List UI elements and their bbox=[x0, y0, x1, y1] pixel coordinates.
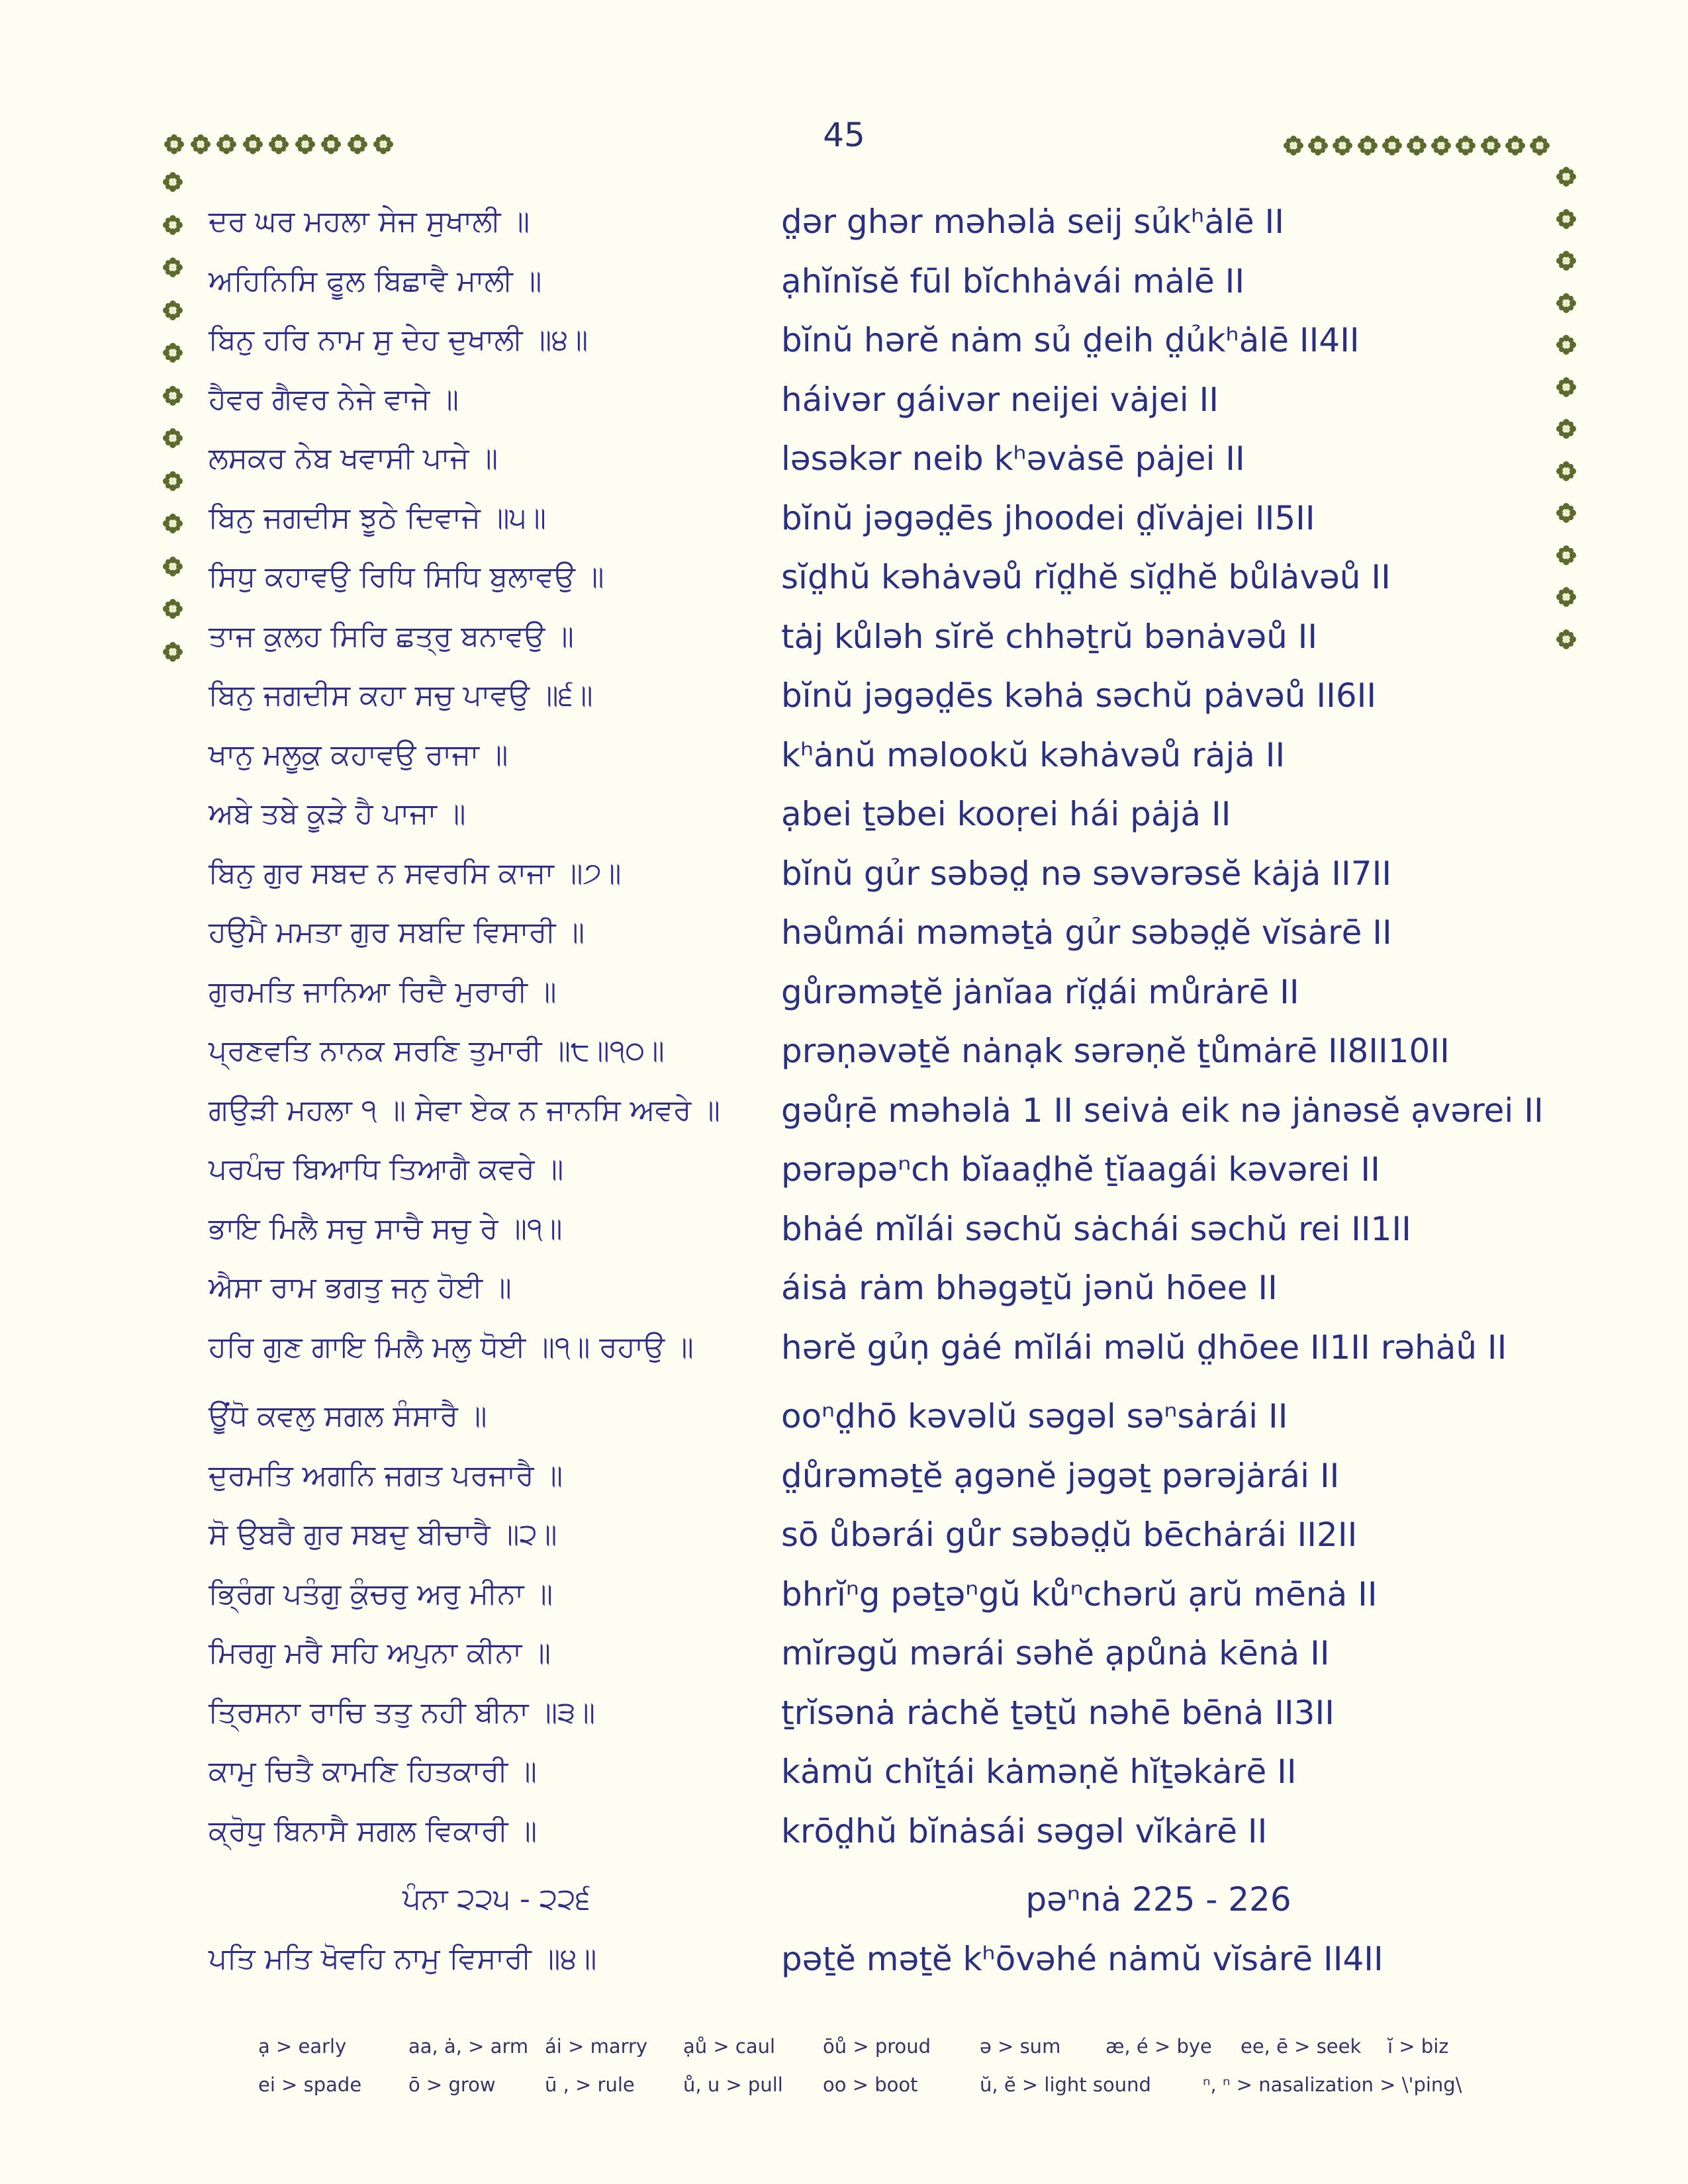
flower-ornament-icon bbox=[189, 133, 212, 156]
verse-gurmukhi: ਸੋ ਉਬਰੈ ਗੁਰ ਸਬਦੁ ਬੀਚਾਰੈ ॥੨॥ bbox=[209, 1518, 557, 1551]
verse-translit: tȧj kůləh sĭrĕ chhəṯrŭ bənȧvəů II bbox=[781, 617, 1318, 656]
verse-translit: sō ůbərái gůr səbəd̤ŭ bēchȧrái II2II bbox=[781, 1516, 1358, 1554]
verse-row bbox=[0, 1258, 1688, 1318]
verse-row bbox=[0, 1565, 1688, 1624]
verse-row bbox=[0, 1801, 1688, 1861]
verse-translit: bhȧé mĭlái səchŭ sȧchái səchŭ rei II1II bbox=[781, 1209, 1411, 1248]
legend-item: ei > spade bbox=[258, 2073, 362, 2096]
verse-translit: bhrĭⁿg pəṯəⁿgŭ kůⁿchərŭ ạrŭ mēnȧ II bbox=[781, 1574, 1378, 1614]
verse-translit: prəṇəvəṯĕ nȧnạk sərəṇĕ ṯůmȧrē II8II10II bbox=[781, 1032, 1450, 1070]
flower-ornament-icon bbox=[1430, 134, 1452, 157]
verse-gurmukhi: ਹਰਿ ਗੁਣ ਗਾਇ ਮਿਲੈ ਮਲੁ ਧੋਈ ॥੧॥ ਰਹਾਉ ॥ bbox=[209, 1330, 694, 1364]
verse-translit: ṯrĭsənȧ rȧchĕ ṯəṯŭ nəhē bēnȧ II3II bbox=[781, 1693, 1335, 1732]
verse-row bbox=[0, 310, 1688, 370]
verse-translit: ạbei ṯəbei kooṛei hái pȧjȧ II bbox=[781, 795, 1231, 833]
verse-translit: həůmái məməṯȧ gủr səbəd̤ĕ vĭsȧrē II bbox=[781, 913, 1392, 952]
page-reference bbox=[0, 1870, 1688, 1929]
verse-row bbox=[0, 1505, 1688, 1565]
flower-ornament-icon bbox=[1307, 134, 1329, 157]
flower-ornament-icon bbox=[1331, 134, 1354, 157]
verse-row bbox=[0, 1081, 1688, 1140]
verse-translit: bĭnŭ hərĕ nȧm sủ d̤eih d̤ủkʰȧlē II4II bbox=[781, 321, 1360, 359]
flower-ornament-icon bbox=[1356, 134, 1379, 157]
verse-gurmukhi: ਹੈਵਰ ਗੈਵਰ ਨੇਜੇ ਵਾਜੇ ॥ bbox=[209, 382, 459, 416]
verse-gurmukhi: ਪ੍ਰਣਵਤਿ ਨਾਨਕ ਸਰਣਿ ਤੁਮਾਰੀ ॥੮॥੧੦॥ bbox=[209, 1034, 665, 1068]
flower-ornament-icon bbox=[1282, 134, 1305, 157]
flower-ornament-icon bbox=[215, 133, 238, 156]
flower-ornament-icon bbox=[1479, 134, 1502, 157]
verse-gurmukhi: ਸਿਧੁ ਕਹਾਵਉ ਰਿਧਿ ਸਿਧਿ ਬੁਲਾਵਉ ॥ bbox=[209, 560, 604, 594]
verse-translit: ooⁿd̤hō kəvəlŭ səgəl səⁿsȧrái II bbox=[781, 1397, 1288, 1435]
page-reference-gurmukhi: ਪੰਨਾ ੨੨੫ - ੨੨੬ bbox=[402, 1882, 591, 1916]
verse-row bbox=[0, 1199, 1688, 1259]
flower-ornament-icon bbox=[267, 133, 290, 156]
verse-gurmukhi: ਗੁਰਮਤਿ ਜਾਨਿਆ ਰਿਦੈ ਮੁਰਾਰੀ ॥ bbox=[209, 974, 557, 1009]
page-reference-translit: pəⁿnȧ 225 - 226 bbox=[1025, 1880, 1291, 1919]
flower-ornament-icon bbox=[1555, 165, 1577, 188]
flower-ornament-icon bbox=[294, 133, 316, 156]
verse-translit: d̤ər ghər məhəlȧ seij sủkʰȧlē II bbox=[781, 203, 1285, 241]
verse-gurmukhi: ਪਤਿ ਮਤਿ ਖੋਵਹਿ ਨਾਮੁ ਵਿਸਾਰੀ ॥੪॥ bbox=[209, 1942, 597, 1976]
flower-ornament-icon bbox=[162, 171, 184, 193]
verse-gurmukhi: ਅਬੇ ਤਬੇ ਕੂੜੇ ਹੈ ਪਾਜਾ ॥ bbox=[209, 797, 466, 831]
verse-translit: áisȧ rȧm bhəgəṯŭ jənŭ hōee II bbox=[781, 1269, 1278, 1307]
verse-gurmukhi: ਲਸਕਰ ਨੇਬ ਖਵਾਸੀ ਪਾਜੇ ॥ bbox=[209, 441, 498, 475]
legend-item: ə > sum bbox=[980, 2035, 1061, 2058]
verse-row bbox=[0, 962, 1688, 1022]
flower-ornament-icon bbox=[1405, 134, 1428, 157]
verse-gurmukhi: ਖਾਨੁ ਮਲੂਕੁ ਕਹਾਵਉ ਰਾਜਾ ॥ bbox=[209, 737, 508, 772]
verse-gurmukhi: ਪਰਪੰਚ ਬਿਆਧਿ ਤਿਆਗੈ ਕਵਰੇ ॥ bbox=[209, 1152, 564, 1186]
verse-row bbox=[0, 903, 1688, 962]
legend-item: ái > marry bbox=[545, 2035, 648, 2058]
verse-row bbox=[0, 251, 1688, 311]
verse-gurmukhi: ਊਂਧੋ ਕਵਲੁ ਸਗਲ ਸੰਸਾਰੈ ॥ bbox=[209, 1399, 487, 1433]
flower-ornament-icon bbox=[1528, 134, 1551, 157]
verse-row bbox=[0, 1623, 1688, 1683]
verse-row bbox=[0, 192, 1688, 251]
verse-gurmukhi: ਕਾਮੁ ਚਿਤੈ ਕਾਮਣਿ ਹਿਤਕਾਰੀ ॥ bbox=[209, 1754, 537, 1788]
verse-gurmukhi: ਦਰ ਘਰ ਮਹਲਾ ਸੇਜ ਸੁਖਾਲੀ ॥ bbox=[209, 205, 530, 238]
verse-row bbox=[0, 1683, 1688, 1743]
legend-item: ōů > proud bbox=[823, 2035, 931, 2058]
verse-gurmukhi: ਬਿਨੁ ਜਗਦੀਸ ਕਹਾ ਸਚੁ ਪਾਵਉ ॥੬॥ bbox=[209, 678, 593, 712]
verse-gurmukhi: ਬਿਨੁ ਗੁਰ ਸਬਦ ਨ ਸਵਰਸਿ ਕਾਜਾ ॥੭॥ bbox=[209, 856, 622, 890]
verse-translit: pərəpəⁿch bĭaad̤hĕ ṯĭaagái kəvərei II bbox=[781, 1150, 1380, 1189]
verse-gurmukhi: ਤਾਜ ਕੁਲਹ ਸਿਰਿ ਛਤ੍ਰੁ ਬਨਾਵਉ ॥ bbox=[209, 619, 574, 653]
verse-translit: ạhĭnĭsĕ fūl bĭchhȧvái mȧlē II bbox=[781, 261, 1245, 300]
legend-item: ō > grow bbox=[408, 2073, 496, 2096]
verse-translit: bĭnŭ jəgəd̤ēs kəhȧ səchŭ pȧvəů II6II bbox=[781, 676, 1377, 715]
verse-translit: gůrəməṯĕ jȧnĭaa rĭd̤ái můrȧrē II bbox=[781, 972, 1299, 1011]
verse-gurmukhi: ਭ੍ਰਿੰਗ ਪਤੰਗੁ ਕੁੰਚਰੁ ਅਰੁ ਮੀਨਾ ॥ bbox=[209, 1576, 553, 1611]
verse-row bbox=[0, 488, 1688, 548]
verse-translit: hərĕ gủṇ gȧé mĭlái məlŭ d̤hōee II1II rəhȧů II bbox=[781, 1328, 1507, 1367]
verse-translit: bĭnŭ jəgəd̤ēs jhoodei d̤ĭvȧjei II5II bbox=[781, 498, 1315, 537]
verse-gurmukhi: ਬਿਨੁ ਜਗਦੀਸ ਝੂਠੇ ਦਿਵਾਜੇ ॥੫॥ bbox=[209, 500, 547, 535]
verse-row bbox=[0, 844, 1688, 903]
verse-row bbox=[0, 1387, 1688, 1446]
verse-translit: gəůṛē məhəlȧ 1 II seivȧ eik nə jȧnəsĕ ạvərei II bbox=[781, 1091, 1544, 1130]
legend-item: aa, ȧ, > arm bbox=[408, 2035, 529, 2058]
verse-row bbox=[0, 1929, 1688, 1989]
verse-row bbox=[0, 1742, 1688, 1801]
verse-row bbox=[0, 429, 1688, 488]
verse-row bbox=[0, 666, 1688, 725]
flower-ornament-icon bbox=[1381, 134, 1403, 157]
verse-row bbox=[0, 1318, 1688, 1377]
flower-ornament-icon bbox=[320, 133, 342, 156]
verse-gurmukhi: ਬਿਨੁ ਹਰਿ ਨਾਮ ਸੁ ਦੇਹ ਦੁਖਾਲੀ ॥੪॥ bbox=[209, 323, 588, 357]
verse-translit: háivər gáivər neijei vȧjei II bbox=[781, 380, 1219, 419]
legend-item: ee, ē > seek bbox=[1241, 2035, 1362, 2058]
verse-translit: krōd̤hŭ bĭnȧsái səgəl vĭkȧrē II bbox=[781, 1811, 1268, 1850]
verse-translit: d̤ůrəməṯĕ ạgənĕ jəgəṯ pərəjȧrái II bbox=[781, 1456, 1340, 1495]
legend-item: ⁿ, ⁿ > nasalization > \'ping\ bbox=[1203, 2073, 1462, 2096]
verse-row bbox=[0, 725, 1688, 785]
verse-translit: mĭrəgŭ mərái səhĕ ạpůnȧ kēnȧ II bbox=[781, 1634, 1330, 1672]
verse-row bbox=[0, 1021, 1688, 1081]
verse-row bbox=[0, 1446, 1688, 1506]
verse-translit: ləsəkər neib kʰəvȧsē pȧjei II bbox=[781, 439, 1245, 478]
legend-item: ŭ, ĕ > light sound bbox=[980, 2073, 1151, 2096]
flower-ornament-icon bbox=[163, 133, 185, 156]
verse-translit: pəṯĕ məṯĕ kʰōvəhé nȧmŭ vĭsȧrē II4II bbox=[781, 1940, 1383, 1978]
flower-ornament-icon bbox=[372, 133, 395, 156]
verse-translit: kʰȧnŭ məlookŭ kəhȧvəů rȧjȧ II bbox=[781, 735, 1286, 774]
verse-translit: kȧmŭ chĭṯái kȧməṇĕ hĭṯəkȧrē II bbox=[781, 1752, 1297, 1791]
legend-item: ĭ > biz bbox=[1387, 2035, 1449, 2058]
verse-row bbox=[0, 607, 1688, 666]
verse-row bbox=[0, 370, 1688, 430]
legend-item: oo > boot bbox=[823, 2073, 918, 2096]
verse-gurmukhi: ਹਉਮੈ ਮਮਤਾ ਗੁਰ ਸਬਦਿ ਵਿਸਾਰੀ ॥ bbox=[209, 915, 585, 949]
verse-gurmukhi: ਦੁਰਮਤਿ ਅਗਨਿ ਜਗਤ ਪਰਜਾਰੈ ॥ bbox=[209, 1458, 563, 1492]
verse-translit: bĭnŭ gủr səbəd̤ nə səvərəsĕ kȧjȧ II7II bbox=[781, 854, 1392, 893]
legend-item: ạ > early bbox=[258, 2035, 347, 2058]
verse-gurmukhi: ਕ੍ਰੋਧੁ ਬਿਨਾਸੈ ਸਗਲ ਵਿਕਾਰੀ ॥ bbox=[209, 1813, 538, 1848]
flower-ornament-icon bbox=[1454, 134, 1477, 157]
verse-gurmukhi: ਮਿਰਗੁ ਮਰੈ ਸਹਿ ਅਪੁਨਾ ਕੀਨਾ ॥ bbox=[209, 1636, 551, 1670]
flower-ornament-icon bbox=[346, 133, 369, 156]
verse-gurmukhi: ਤ੍ਰਿਸਨਾ ਰਾਚਿ ਤਤੁ ਨਹੀ ਬੀਨਾ ॥੩॥ bbox=[209, 1695, 596, 1729]
flower-ornament-icon bbox=[1504, 134, 1526, 157]
legend-item: ū , > rule bbox=[545, 2073, 635, 2096]
legend-item: æ, é > bye bbox=[1105, 2035, 1212, 2058]
verse-gurmukhi: ਐਸਾ ਰਾਮ ਭਗਤੁ ਜਨੁ ਹੋਈ ॥ bbox=[209, 1271, 512, 1304]
verse-gurmukhi: ਭਾਇ ਮਿਲੈ ਸਚੁ ਸਾਚੈ ਸਚੁ ਰੇ ॥੧॥ bbox=[209, 1211, 563, 1246]
verse-gurmukhi: ਗਉੜੀ ਮਹਲਾ ੧ ॥ ਸੇਵਾ ਏਕ ਨ ਜਾਨਸਿ ਅਵਰੇ ॥ bbox=[209, 1093, 720, 1127]
legend-item: ạů > caul bbox=[683, 2035, 776, 2058]
legend-item: ů, u > pull bbox=[683, 2073, 783, 2096]
verse-row bbox=[0, 784, 1688, 844]
flower-ornament-icon bbox=[242, 133, 264, 156]
verse-translit: sĭd̤hŭ kəhȧvəů rĭd̤hĕ sĭd̤hĕ bůlȧvəů II bbox=[781, 558, 1391, 596]
verse-row bbox=[0, 1140, 1688, 1199]
page-number: 45 bbox=[823, 116, 865, 154]
verse-row bbox=[0, 547, 1688, 607]
verse-gurmukhi: ਅਹਿਨਿਸਿ ਫੂਲ ਬਿਛਾਵੈ ਮਾਲੀ ॥ bbox=[209, 263, 542, 298]
